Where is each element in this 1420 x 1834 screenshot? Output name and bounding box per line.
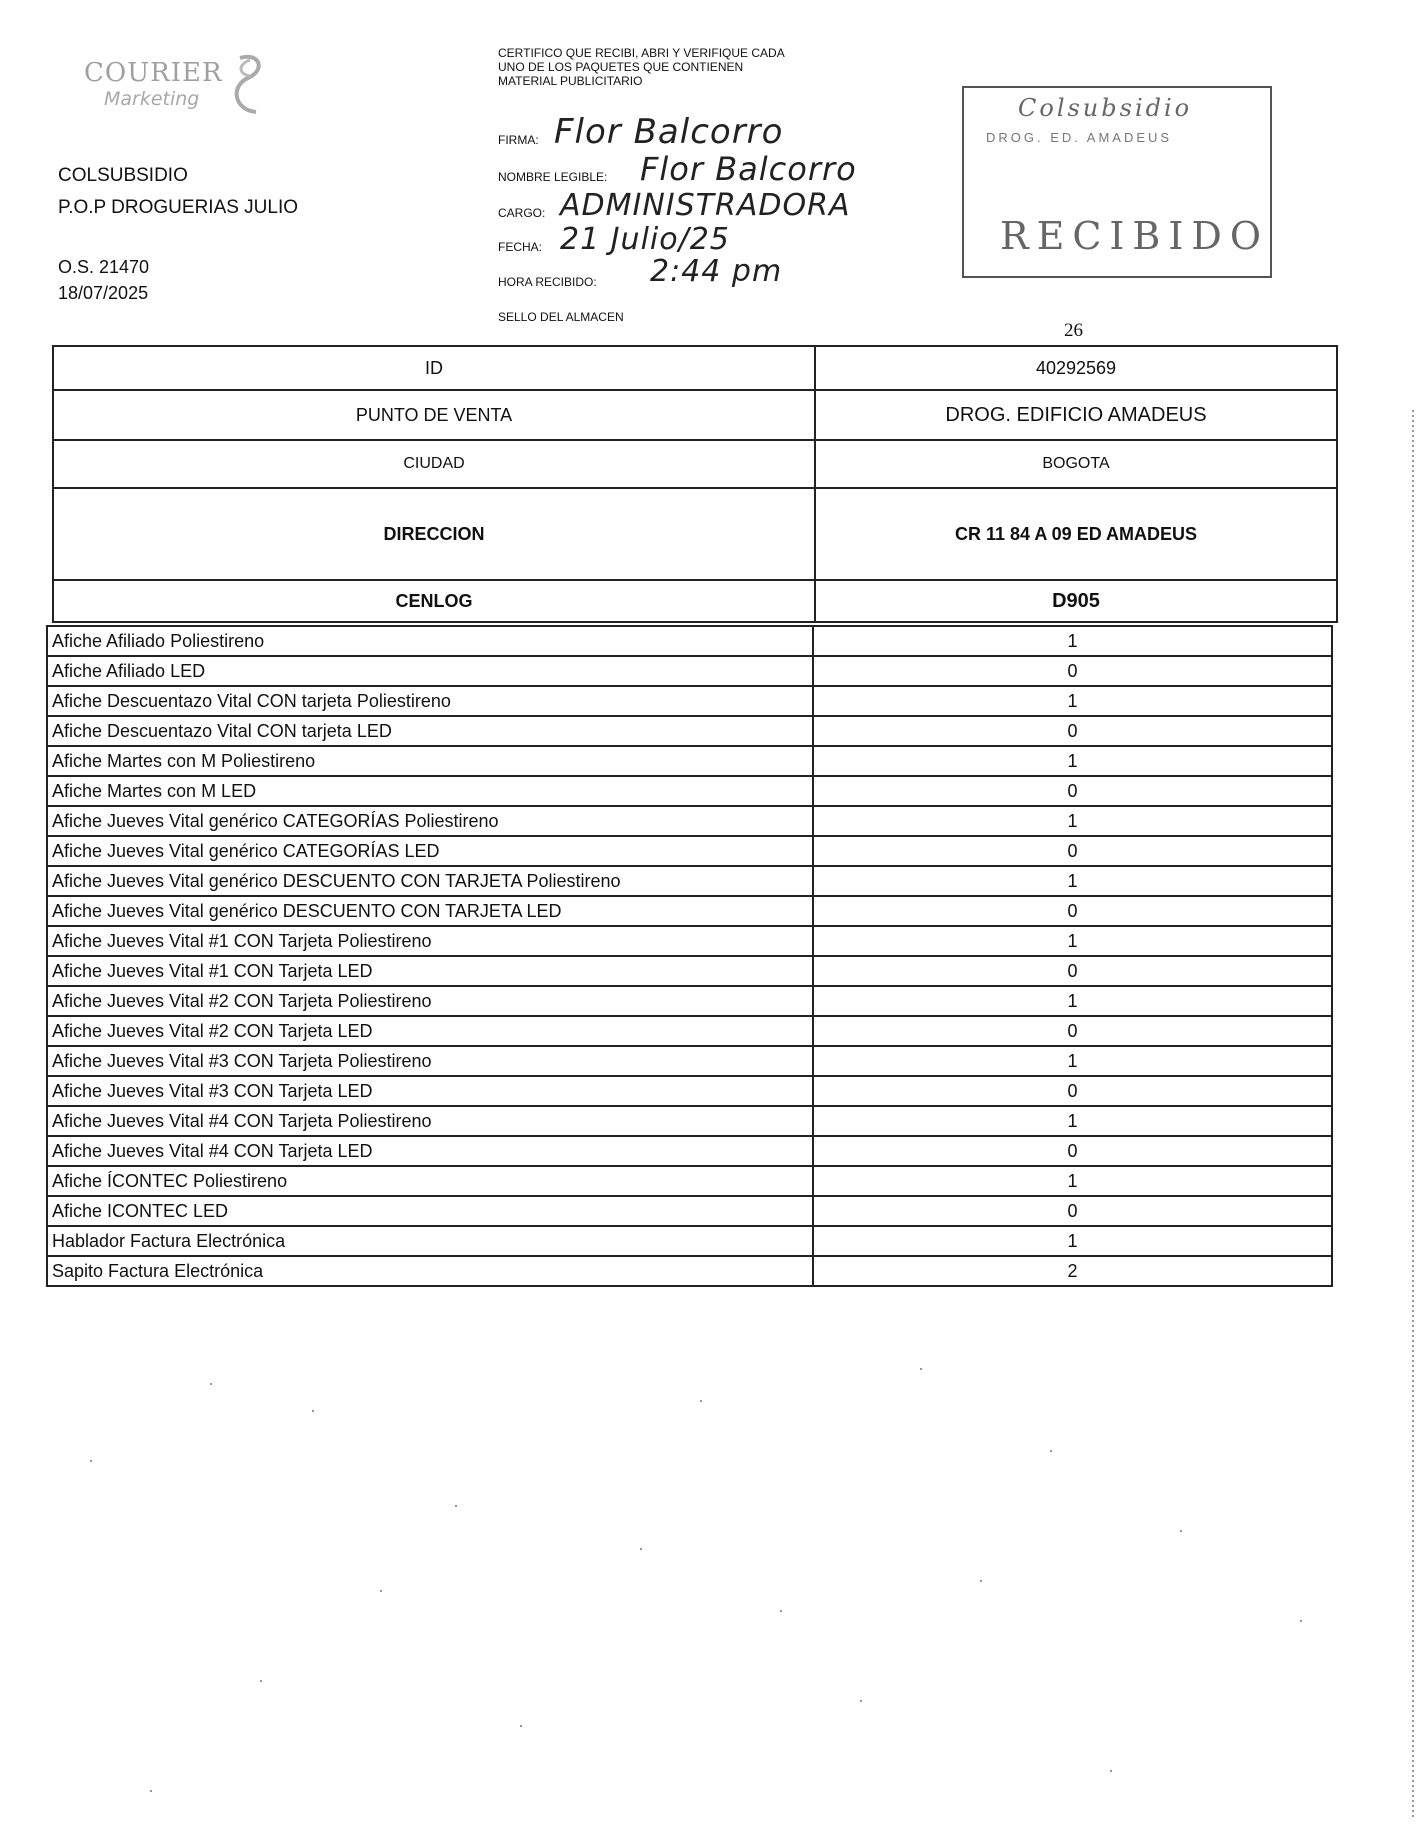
item-name: Afiche ÍCONTEC Poliestireno bbox=[47, 1166, 813, 1196]
item-quantity: 0 bbox=[813, 956, 1332, 986]
item-row bbox=[47, 776, 1332, 806]
item-quantity: 1 bbox=[813, 806, 1332, 836]
item-row bbox=[47, 806, 1332, 836]
client-name: COLSUBSIDIO bbox=[58, 165, 188, 186]
item-quantity: 2 bbox=[813, 1256, 1332, 1286]
company-logo bbox=[84, 50, 274, 130]
project-name: P.O.P DROGUERIAS JULIO bbox=[58, 197, 299, 218]
item-row bbox=[47, 1226, 1332, 1256]
info-row-cenlog bbox=[53, 580, 1337, 622]
item-quantity: 0 bbox=[813, 1196, 1332, 1226]
item-name: Afiche Martes con M Poliestireno bbox=[47, 746, 813, 776]
info-row-direccion bbox=[53, 488, 1337, 580]
item-quantity: 1 bbox=[813, 926, 1332, 956]
item-quantity: 0 bbox=[813, 836, 1332, 866]
logo-swirl-icon bbox=[220, 50, 270, 120]
item-row bbox=[47, 716, 1332, 746]
item-quantity: 1 bbox=[813, 1046, 1332, 1076]
item-name: Afiche Jueves Vital #4 CON Tarjeta Poliestireno bbox=[47, 1106, 813, 1136]
item-name: Afiche Descuentazo Vital CON tarjeta LED bbox=[47, 716, 813, 746]
item-row bbox=[47, 926, 1332, 956]
item-row bbox=[47, 1166, 1332, 1196]
item-row bbox=[47, 986, 1332, 1016]
item-name: Afiche Jueves Vital #3 CON Tarjeta Poliestireno bbox=[47, 1046, 813, 1076]
item-row bbox=[47, 1106, 1332, 1136]
page-number: 26 bbox=[1064, 320, 1083, 341]
direccion-label: DIRECCION bbox=[53, 488, 815, 580]
scan-edge bbox=[1412, 410, 1414, 1820]
item-row bbox=[47, 866, 1332, 896]
nombre-label: NOMBRE LEGIBLE: bbox=[498, 170, 608, 184]
logo-text-line1: COURIER bbox=[84, 58, 223, 88]
order-number: O.S. 21470 bbox=[58, 257, 150, 277]
pdv-label: PUNTO DE VENTA bbox=[53, 390, 815, 440]
stamp-line2: DROG. ED. AMADEUS bbox=[986, 130, 1173, 145]
cargo-label: CARGO: bbox=[498, 206, 546, 220]
item-quantity: 0 bbox=[813, 776, 1332, 806]
cenlog-value: D905 bbox=[815, 580, 1337, 622]
item-row bbox=[47, 1136, 1332, 1166]
item-name: Afiche Martes con M LED bbox=[47, 776, 813, 806]
item-quantity: 1 bbox=[813, 986, 1332, 1016]
info-row-id bbox=[53, 346, 1337, 390]
order-date: 18/07/2025 bbox=[58, 283, 149, 303]
client-block bbox=[58, 160, 298, 224]
info-row-pdv bbox=[53, 390, 1337, 440]
item-name: Afiche Jueves Vital #2 CON Tarjeta Poliestireno bbox=[47, 986, 813, 1016]
item-row bbox=[47, 836, 1332, 866]
item-name: Afiche Afiliado LED bbox=[47, 656, 813, 686]
item-quantity: 0 bbox=[813, 716, 1332, 746]
item-row bbox=[47, 1046, 1332, 1076]
fecha-handwritten: 21 Julio/25 bbox=[560, 222, 730, 257]
item-quantity: 1 bbox=[813, 686, 1332, 716]
nombre-handwritten: Flor Balcorro bbox=[640, 150, 857, 188]
item-quantity: 1 bbox=[813, 1106, 1332, 1136]
item-name: Afiche Jueves Vital genérico CATEGORÍAS LED bbox=[47, 836, 813, 866]
item-name: Hablador Factura Electrónica bbox=[47, 1226, 813, 1256]
item-quantity: 1 bbox=[813, 746, 1332, 776]
ciudad-value: BOGOTA bbox=[815, 440, 1337, 488]
item-name: Afiche Jueves Vital #2 CON Tarjeta LED bbox=[47, 1016, 813, 1046]
pdv-value: DROG. EDIFICIO AMADEUS bbox=[815, 390, 1337, 440]
info-row-ciudad bbox=[53, 440, 1337, 488]
cenlog-label: CENLOG bbox=[53, 580, 815, 622]
id-value: 40292569 bbox=[815, 346, 1337, 390]
id-label: ID bbox=[53, 346, 815, 390]
item-row bbox=[47, 896, 1332, 926]
cargo-handwritten: ADMINISTRADORA bbox=[560, 188, 851, 223]
store-info-table bbox=[52, 345, 1338, 623]
item-quantity: 1 bbox=[813, 1226, 1332, 1256]
item-name: Afiche Jueves Vital #1 CON Tarjeta LED bbox=[47, 956, 813, 986]
item-row bbox=[47, 1196, 1332, 1226]
item-name: Afiche Jueves Vital genérico CATEGORÍAS Poliestireno bbox=[47, 806, 813, 836]
item-name: Afiche Jueves Vital genérico DESCUENTO CON TARJETA LED bbox=[47, 896, 813, 926]
item-quantity: 1 bbox=[813, 1166, 1332, 1196]
item-name: Afiche Descuentazo Vital CON tarjeta Poliestireno bbox=[47, 686, 813, 716]
direccion-value: CR 11 84 A 09 ED AMADEUS bbox=[815, 488, 1337, 580]
ciudad-label: CIUDAD bbox=[53, 440, 815, 488]
item-name: Afiche Jueves Vital #4 CON Tarjeta LED bbox=[47, 1136, 813, 1166]
fecha-label: FECHA: bbox=[498, 240, 543, 254]
item-name: Afiche Afiliado Poliestireno bbox=[47, 626, 813, 656]
hora-label: HORA RECIBIDO: bbox=[498, 275, 597, 289]
items-table bbox=[46, 625, 1333, 1287]
hora-handwritten: 2:44 pm bbox=[650, 254, 783, 289]
item-name: Afiche Jueves Vital #1 CON Tarjeta Poliestireno bbox=[47, 926, 813, 956]
item-quantity: 0 bbox=[813, 656, 1332, 686]
item-quantity: 0 bbox=[813, 1136, 1332, 1166]
firma-label: FIRMA: bbox=[498, 133, 539, 147]
item-row bbox=[47, 1076, 1332, 1106]
sello-label: SELLO DEL ALMACEN bbox=[498, 310, 624, 324]
logo-text-line2: Marketing bbox=[104, 88, 200, 110]
item-quantity: 0 bbox=[813, 1016, 1332, 1046]
item-row bbox=[47, 1256, 1332, 1286]
warehouse-stamp bbox=[962, 86, 1272, 278]
item-row bbox=[47, 626, 1332, 656]
firma-handwritten: Flor Balcorro bbox=[554, 112, 784, 152]
item-quantity: 1 bbox=[813, 626, 1332, 656]
certificate-statement: CERTIFICO QUE RECIBI, ABRI Y VERIFIQUE CADA UNO DE LOS PAQUETES QUE CONTIENEN MATERIAL PUBLICITARIO bbox=[498, 46, 785, 88]
item-quantity: 0 bbox=[813, 1076, 1332, 1106]
item-name: Afiche Jueves Vital genérico DESCUENTO CON TARJETA Poliestireno bbox=[47, 866, 813, 896]
item-name: Afiche ICONTEC LED bbox=[47, 1196, 813, 1226]
order-block bbox=[58, 254, 149, 306]
item-row bbox=[47, 956, 1332, 986]
item-name: Sapito Factura Electrónica bbox=[47, 1256, 813, 1286]
item-row bbox=[47, 686, 1332, 716]
stamp-line3: RECIBIDO bbox=[1000, 214, 1269, 258]
item-quantity: 1 bbox=[813, 866, 1332, 896]
item-quantity: 0 bbox=[813, 896, 1332, 926]
stamp-line1: Colsubsidio bbox=[1018, 94, 1193, 122]
item-row bbox=[47, 746, 1332, 776]
item-row bbox=[47, 656, 1332, 686]
item-name: Afiche Jueves Vital #3 CON Tarjeta LED bbox=[47, 1076, 813, 1106]
item-row bbox=[47, 1016, 1332, 1046]
